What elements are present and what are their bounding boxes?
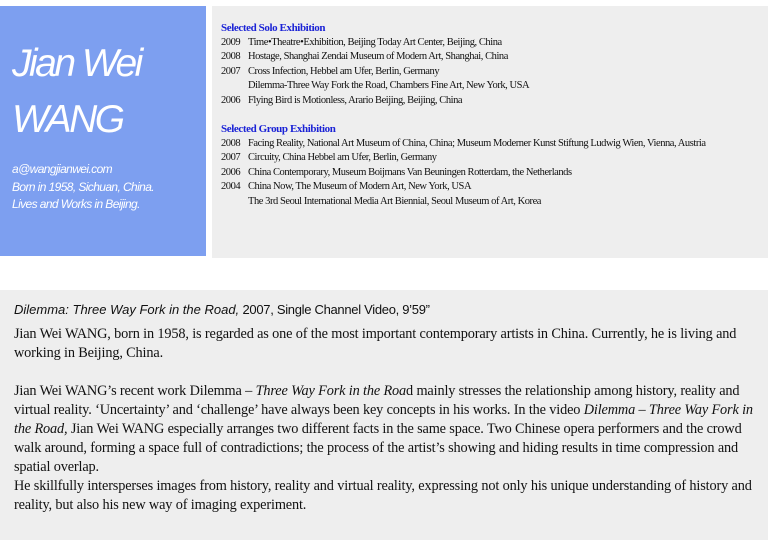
contact-info — [12, 161, 206, 214]
section-spacer — [221, 108, 768, 122]
group-exhibition-item — [221, 180, 768, 195]
exhibition-text: The 3rd Seoul International Media Art Biennial, Seoul Museum of Art, Korea — [248, 195, 542, 207]
description-text: Jian Wei WANG especially arranges two different facts in the same space. Two Chinese opera performers and the crowd walk around, forming a space full of contradictions; the process of the artist’s showing and hiding results in time compression and spatial overlap. — [14, 421, 742, 475]
exhibition-text: Cross Infection, Hebbel am Ufer, Berlin, Germany — [248, 65, 440, 77]
email-link[interactable]: a@wangjianwei.com — [12, 162, 113, 176]
exhibition-text: Time•Theatre•Exhibition, Beijing Today Art Center, Beijing, China — [248, 36, 502, 48]
exhibition-text: Circuity, China Hebbel am Ufer, Berlin, Germany — [248, 152, 437, 163]
exhibition-text: Facing Reality, National Art Museum of China, China; Museum Moderner Kunst Stiftung Ludwig Wien, Vienna, Austria — [248, 137, 706, 149]
group-exhibition-heading: Selected Group Exhibition — [221, 123, 336, 135]
exhibition-year: 2006 — [221, 166, 241, 178]
work-title-meta: 2007, Single Channel Video, 9’59” — [239, 302, 430, 317]
group-exhibition-item — [221, 137, 768, 152]
residence-info: Lives and Works in Beijing. — [12, 197, 140, 211]
solo-exhibition-item — [221, 79, 768, 94]
artist-first-name: Jian Wei — [12, 42, 141, 85]
exhibition-year: 2006 — [221, 94, 241, 106]
birth-info: Born in 1958, Sichuan, China. — [12, 179, 155, 194]
group-exhibition-item — [221, 166, 768, 181]
work-title — [14, 302, 758, 318]
group-exhibition-item — [221, 195, 768, 210]
artist-name-panel — [0, 6, 206, 256]
exhibition-year: 2007 — [221, 152, 241, 163]
description-text: d mainly stresses the relationship among history, reality and virtual reality. ‘Uncertainty’ and ‘challenge’ have always been key concepts in his works. In the video — [14, 383, 740, 418]
description-italic-title: Dilemma – Three Way Fork in the Road, — [14, 402, 753, 437]
solo-exhibition-item — [221, 94, 768, 109]
exhibition-text: Dilemma-Three Way Fork the Road, Chambers Fine Art, New York, USA — [248, 80, 530, 91]
solo-exhibition-item — [221, 36, 768, 51]
solo-exhibition-item — [221, 50, 768, 65]
group-exhibition-item — [221, 151, 768, 166]
exhibition-text: China Contemporary, Museum Boijmans Van Beuningen Rotterdam, the Netherlands — [248, 166, 572, 178]
exhibition-list-panel — [212, 6, 768, 258]
exhibition-year: 2004 — [221, 181, 241, 192]
exhibition-year — [221, 79, 248, 94]
exhibition-year: 2007 — [221, 65, 241, 77]
work-description-panel — [0, 290, 768, 540]
intro-paragraph: Jian Wei WANG, born in 1958, is regarded as one of the most important contemporary artists in China. Currently, he is living and working in Beijing, China. — [14, 326, 737, 361]
exhibition-year — [221, 195, 248, 210]
exhibition-year: 2008 — [221, 51, 241, 62]
solo-exhibition-item — [221, 65, 768, 80]
exhibition-text: Hostage, Shanghai Zendai Museum of Modern Art, Shanghai, China — [248, 51, 508, 62]
artist-last-name: WANG — [12, 98, 123, 141]
exhibition-year: 2008 — [221, 137, 241, 149]
work-title-name: Dilemma: Three Way Fork in the Road, — [14, 302, 240, 317]
description-text: Jian Wei WANG’s recent work Dilemma – — [14, 383, 256, 399]
solo-exhibition-heading: Selected Solo Exhibition — [221, 22, 326, 34]
exhibition-text: Flying Bird is Motionless, Arario Beijing, Beijing, China — [248, 94, 463, 106]
exhibition-text: China Now, The Museum of Modern Art, New York, USA — [248, 181, 472, 192]
closing-paragraph: He skillfully intersperses images from history, reality and virtual reality, expressing not only his unique understanding of history and reality, but also his new way of imaging experiment. — [14, 478, 752, 513]
exhibition-year: 2009 — [221, 36, 241, 48]
description-paragraph — [14, 382, 758, 477]
description-italic-title: Three Way Fork in the Roa — [255, 383, 407, 399]
